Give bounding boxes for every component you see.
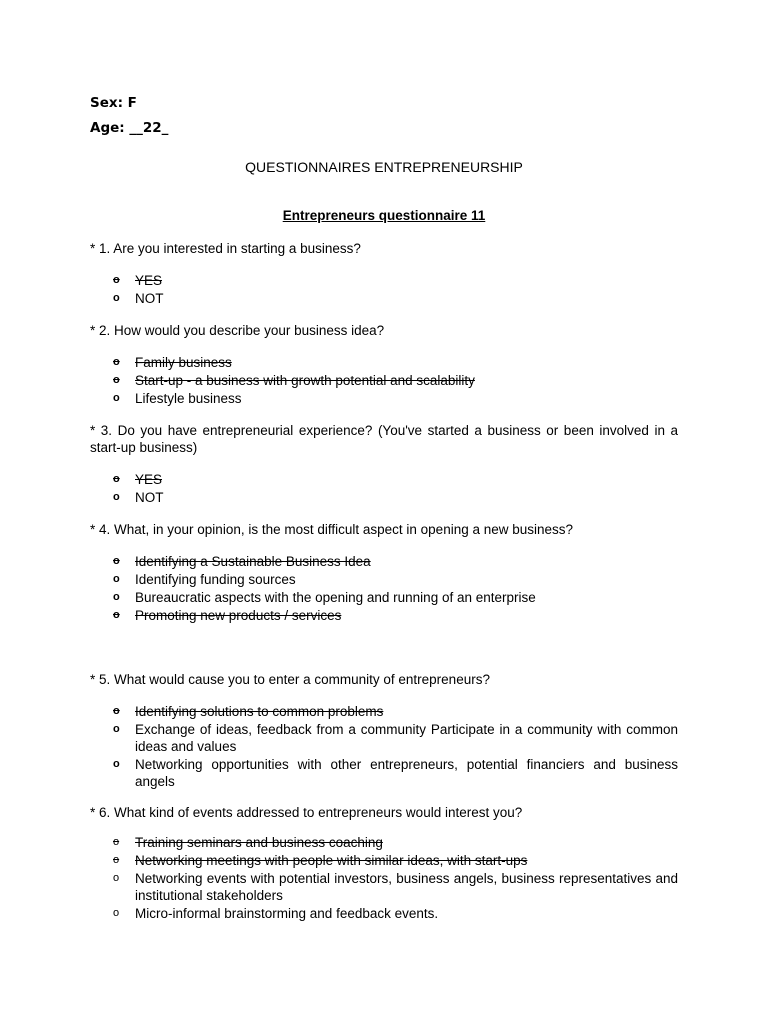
option-networking-opportunities [113, 756, 678, 790]
option-exchange-ideas [113, 721, 678, 755]
option-label: Training seminars and business coaching [135, 835, 383, 850]
option-networking-meetings [113, 852, 678, 869]
question-6-options [113, 834, 678, 923]
option-family-business [113, 354, 678, 371]
question-3-options [113, 471, 678, 507]
option-label: YES [135, 472, 163, 487]
option-yes [113, 272, 678, 289]
bullet-icon: o [113, 907, 120, 919]
bullet-icon: o [113, 555, 120, 567]
age-field: Age: __22_ [90, 120, 169, 136]
option-label: NOT [135, 490, 164, 505]
option-label: Networking opportunities with other entrepreneurs, potential financiers and business angels [135, 757, 678, 789]
option-label: Micro-informal brainstorming and feedback events. [135, 906, 439, 921]
bullet-icon: o [113, 374, 120, 386]
bullet-icon: o [113, 854, 120, 866]
question-1: * 1. Are you interested in starting a business? [90, 241, 361, 256]
bullet-icon: o [113, 872, 120, 884]
question-6: * 6. What kind of events addressed to entrepreneurs would interest you? [90, 805, 523, 820]
option-label: Family business [135, 355, 232, 370]
option-label: YES [135, 273, 163, 288]
question-3: * 3. Do you have entrepreneurial experience? (You've started a business or been involved in a start-up business) [90, 423, 678, 455]
option-label: NOT [135, 291, 164, 306]
question-4-options [113, 553, 678, 625]
option-training-seminars [113, 834, 678, 851]
question-5-options [113, 703, 678, 791]
sex-field: Sex: F [90, 95, 137, 111]
option-lifestyle-business [113, 390, 678, 407]
page-subtitle [0, 208, 768, 223]
subtitle-text: Entrepreneurs questionnaire 11 [282, 208, 486, 223]
bullet-icon: o [113, 573, 120, 585]
bullet-icon: o [113, 356, 120, 368]
option-label: Lifestyle business [135, 391, 242, 406]
option-label: Start-up - a business with growth potential and scalability [135, 373, 475, 388]
option-yes [113, 471, 678, 488]
bullet-icon: o [113, 591, 120, 603]
page-title: QUESTIONNAIRES ENTREPRENEURSHIP [245, 159, 523, 175]
option-not [113, 290, 678, 307]
option-label: Exchange of ideas, feedback from a community Participate in a community with common ideas and values [135, 722, 678, 754]
bullet-icon: o [113, 473, 120, 485]
option-sustainable-idea [113, 553, 678, 570]
bullet-icon: o [113, 705, 120, 717]
bullet-icon: o [113, 723, 120, 735]
question-2-options [113, 354, 678, 408]
option-label: Bureaucratic aspects with the opening and running of an enterprise [135, 590, 536, 605]
option-promoting-products [113, 607, 678, 624]
bullet-icon: o [113, 836, 120, 848]
bullet-icon: o [113, 609, 120, 621]
question-5: * 5. What would cause you to enter a community of entrepreneurs? [90, 672, 490, 687]
option-start-up [113, 372, 678, 389]
option-label: Promoting new products / services [135, 608, 342, 623]
bullet-icon: o [113, 758, 120, 770]
option-not [113, 489, 678, 506]
question-4: * 4. What, in your opinion, is the most difficult aspect in opening a new business? [90, 522, 574, 537]
option-label: Networking events with potential investors, business angels, business representatives and institutional stakeholders [135, 871, 678, 903]
question-1-options [113, 272, 678, 308]
option-label: Networking meetings with people with similar ideas, with start-ups [135, 853, 528, 868]
option-label: Identifying solutions to common problems [135, 704, 384, 719]
option-common-problems [113, 703, 678, 720]
bullet-icon: o [113, 274, 120, 286]
question-2: * 2. How would you describe your business idea? [90, 323, 385, 338]
option-label: Identifying a Sustainable Business Idea [135, 554, 371, 569]
bullet-icon: o [113, 491, 120, 503]
option-networking-events [113, 870, 678, 904]
option-bureaucratic-aspects [113, 589, 678, 606]
bullet-icon: o [113, 292, 120, 304]
option-label: Identifying funding sources [135, 572, 296, 587]
option-funding-sources [113, 571, 678, 588]
bullet-icon: o [113, 392, 120, 404]
option-brainstorming-events [113, 905, 678, 922]
